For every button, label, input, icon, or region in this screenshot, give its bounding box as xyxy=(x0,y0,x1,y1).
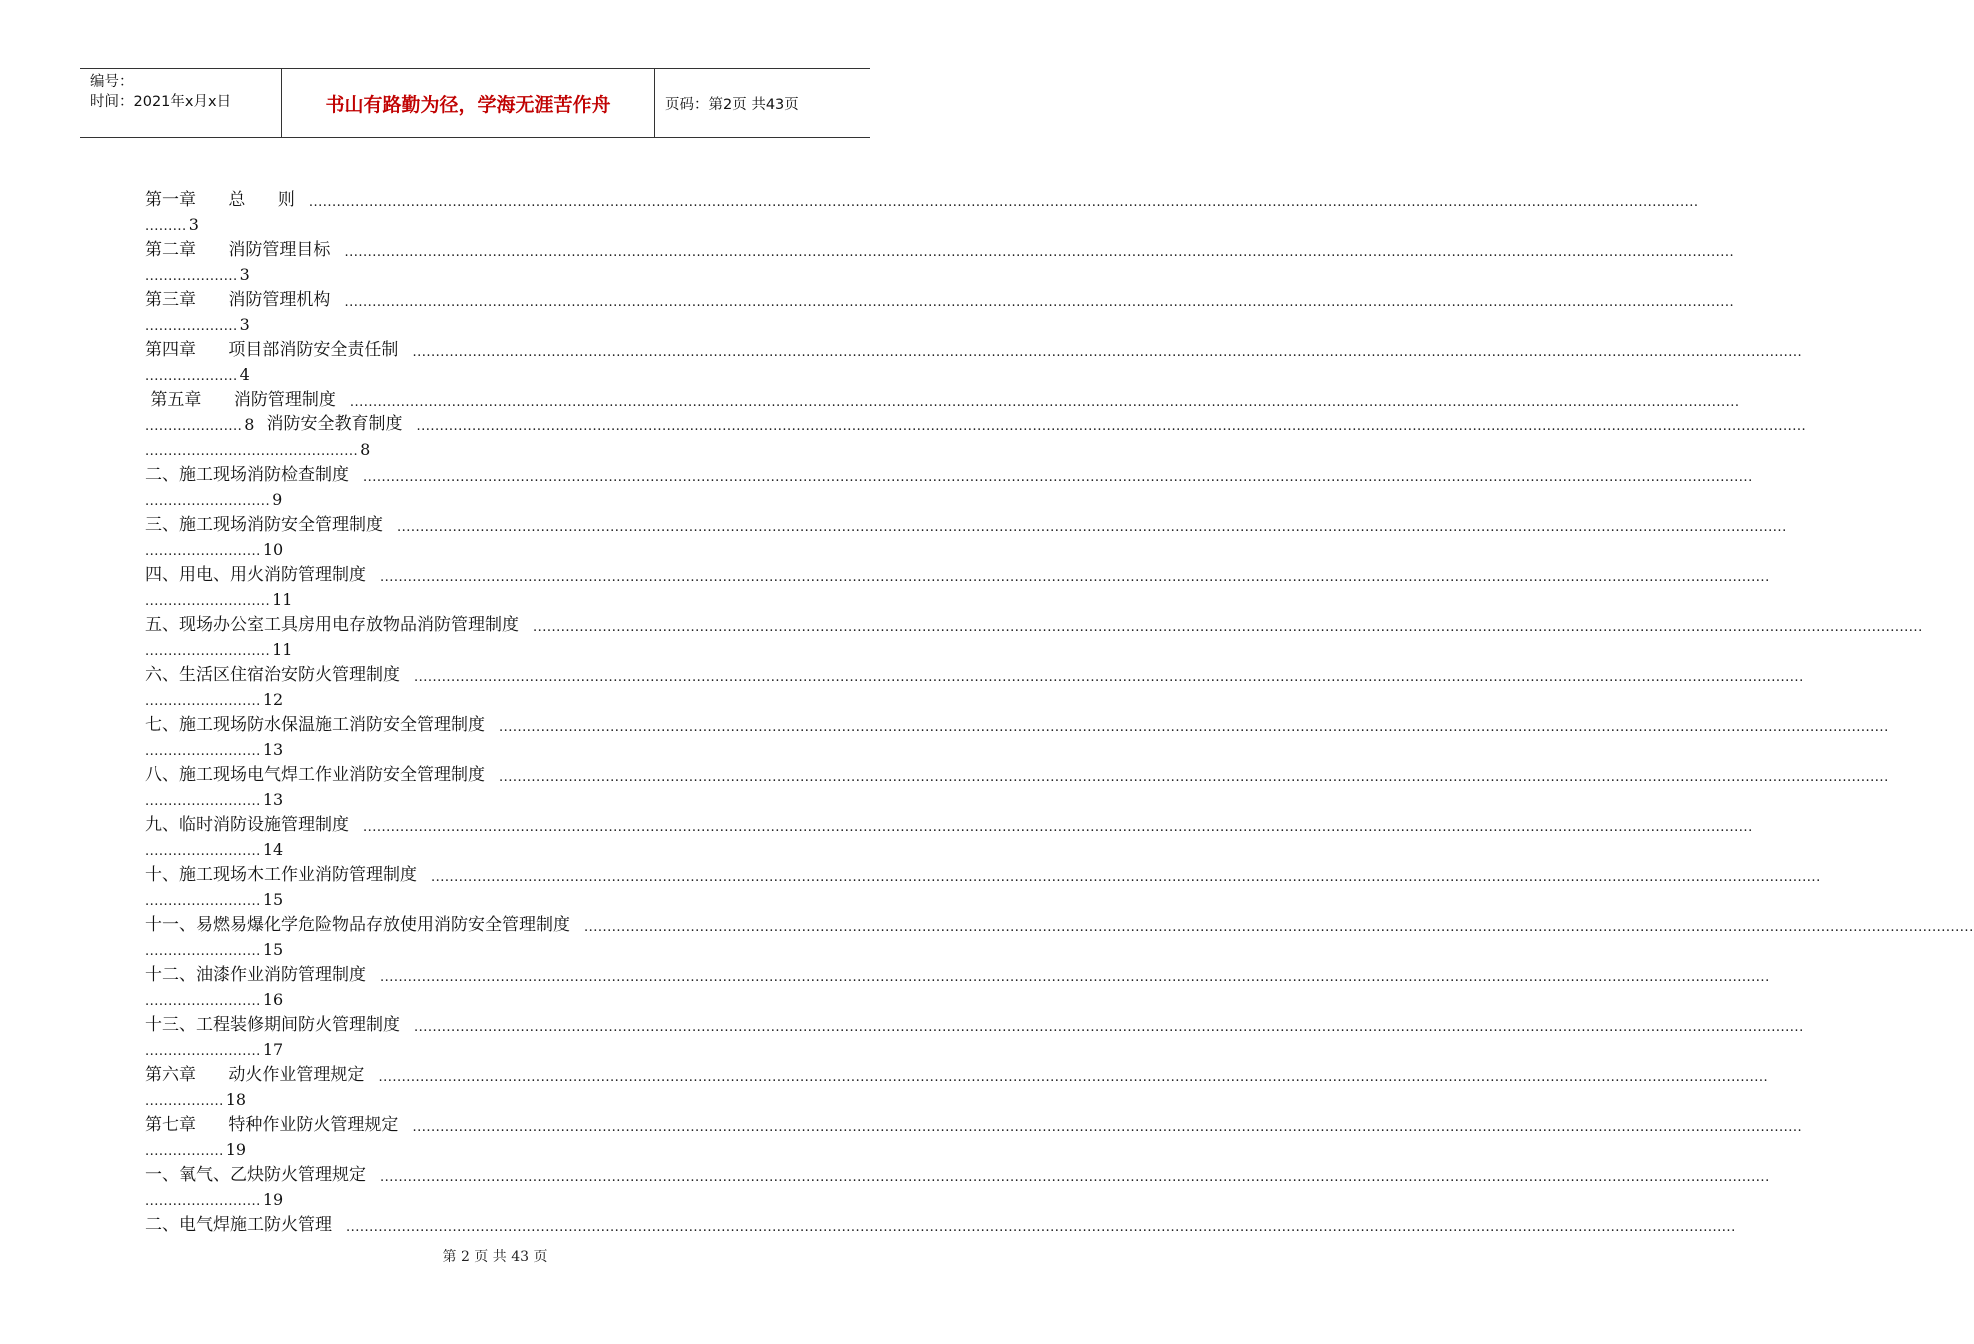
toc-leader-dots: ......................... xyxy=(145,694,261,709)
toc-leader-dots: ............................................................................................................................................................................................................................................................................................................ xyxy=(349,395,1740,410)
toc-entry-title: 第一章 总 则 xyxy=(145,190,295,210)
toc-page-number: 11 xyxy=(272,640,293,659)
toc-entry-title: 九、临时消防设施管理制度 xyxy=(145,815,349,835)
toc-page-number: 3 xyxy=(239,315,250,334)
toc-leader-dots: .................... xyxy=(145,369,238,384)
toc-leader-dots: ......................... xyxy=(145,744,261,759)
toc-leader-dots: .................... xyxy=(145,319,238,334)
toc-entry[interactable] xyxy=(145,334,1803,384)
toc-page-number: 13 xyxy=(262,740,284,759)
toc-page-number: 13 xyxy=(262,790,284,809)
toc-leader-dots: .................... xyxy=(145,269,238,284)
header-page-info: 页码：第2页 共43页 xyxy=(665,96,799,113)
toc-entry[interactable] xyxy=(145,809,1753,859)
toc-leader-dots: ........................... xyxy=(145,644,271,659)
toc-leader-dots: ............................................................................................................................................................................................................................................................................................................ xyxy=(346,1220,1736,1235)
toc-entry[interactable] xyxy=(145,1059,1769,1109)
toc-leader-dots: ............................................................................................................................................................................................................................................................................................................ xyxy=(412,1120,1803,1135)
toc-entry-title: 二、电气焊施工防火管理 xyxy=(145,1215,332,1235)
toc-entry-title: 三、施工现场消防安全管理制度 xyxy=(145,515,383,535)
toc-page-number: 11 xyxy=(272,590,293,609)
toc-page-number: 14 xyxy=(262,840,284,859)
toc-entry-title: 八、施工现场电气焊工作业消防安全管理制度 xyxy=(145,765,485,785)
toc-entry-title: 第四章 项目部消防安全责任制 xyxy=(145,340,399,360)
toc-page-number: 19 xyxy=(225,1140,247,1159)
toc-entry[interactable] xyxy=(145,759,1889,809)
toc-leader-dots: ............................................................................................................................................................................................................................................................................................................ xyxy=(380,970,1770,985)
toc-leader-dots: ............................................................................................................................................................................................................................................................................................................ xyxy=(308,195,1699,210)
toc-leader-dots: ........................... xyxy=(145,594,271,609)
toc-entry-title: 二、施工现场消防检查制度 xyxy=(145,465,349,485)
toc-leader-dots: .............................................. xyxy=(145,444,359,459)
toc-page-number: 19 xyxy=(262,1190,284,1209)
toc-entry-title: 一、氧气、乙炔防火管理规定 xyxy=(145,1165,366,1185)
toc-leader-dots: ............................................................................................................................................................................................................................................................................................................ xyxy=(378,1070,1769,1085)
toc-entry-title: 十三、工程装修期间防火管理制度 xyxy=(145,1015,400,1035)
toc-page-number: 15 xyxy=(262,890,284,909)
toc-entry-title: 六、生活区住宿治安防火管理制度 xyxy=(145,665,400,685)
page-footer: 第 2 页 共 43 页 xyxy=(442,1249,548,1265)
toc-leader-dots: ............................................................................................................................................................................................................................................................................................................ xyxy=(499,770,1889,785)
toc-leader-dots: ......................... xyxy=(145,1044,261,1059)
toc-leader-dots: ............................................................................................................................................................................................................................................................................................................ xyxy=(412,345,1803,360)
toc-page-number: 4 xyxy=(239,365,250,384)
toc-page-number: 10 xyxy=(262,540,284,559)
toc-page-number: 12 xyxy=(262,690,284,709)
toc-entry[interactable] xyxy=(145,459,1753,509)
toc-leader-dots: ............................................................................................................................................................................................................................................................................................................ xyxy=(414,670,1804,685)
toc-entry-title: 消防安全教育制度 xyxy=(266,414,403,434)
toc-entry-title: 五、现场办公室工具房用电存放物品消防管理制度 xyxy=(145,615,519,635)
toc-leader-dots: ......................... xyxy=(145,1194,261,1209)
toc-leader-dots: ............................................................................................................................................................................................................................................................................................................ xyxy=(380,570,1770,585)
toc-leader-dots: ............................................................................................................................................................................................................................................................................................................ xyxy=(584,920,1974,935)
toc-page-number: 3 xyxy=(239,265,250,284)
toc-leader-dots: ............................................................................................................................................................................................................................................................................................................ xyxy=(431,870,1821,885)
toc-leader-dots: ................. xyxy=(145,1094,224,1109)
toc-page-number: 8 xyxy=(244,415,255,434)
toc-entry[interactable] xyxy=(145,959,1770,1009)
toc-entry[interactable] xyxy=(145,1159,1770,1209)
toc-entry[interactable] xyxy=(145,409,805,459)
header-motto: 书山有路勤为径，学海无涯苦作舟 xyxy=(282,69,655,137)
toc-entry[interactable] xyxy=(145,1009,1804,1059)
page-header xyxy=(80,68,870,138)
toc-entry[interactable] xyxy=(145,184,1699,234)
toc-leader-dots: ................. xyxy=(145,1144,224,1159)
toc-page-number: 8 xyxy=(360,440,371,459)
toc-page-number: 16 xyxy=(262,990,284,1009)
toc-entry[interactable] xyxy=(145,509,1787,559)
toc-entry-title: 第七章 特种作业防火管理规定 xyxy=(145,1115,399,1135)
toc-page-number: 18 xyxy=(225,1090,247,1109)
toc-leader-dots: ......... xyxy=(145,219,187,234)
toc-entry[interactable] xyxy=(145,659,1804,709)
time-label: 时间：2021年x月x日 xyxy=(90,94,232,110)
toc-entry-title: 第五章 消防管理制度 xyxy=(145,390,336,410)
toc-entry[interactable] xyxy=(145,609,1923,659)
toc-leader-dots: ............................................................................................................................................................................................................................................................................................................ xyxy=(363,470,1753,485)
toc-entry-title: 十二、油漆作业消防管理制度 xyxy=(145,965,366,985)
toc-leader-dots: ........................... xyxy=(145,494,271,509)
serial-label: 编号： xyxy=(90,74,134,90)
toc-leader-dots: ............................................................................................................................................................................................................................................................................................................ xyxy=(533,620,1923,635)
toc-entry-title: 十、施工现场木工作业消防管理制度 xyxy=(145,865,417,885)
toc-entry[interactable] xyxy=(145,284,1735,334)
toc-leader-dots: ......................... xyxy=(145,944,261,959)
toc-entry[interactable] xyxy=(145,859,1821,909)
toc-leader-dots: ............................................................................................................................................................................................................................................................................................................ xyxy=(414,1020,1804,1035)
toc-page-number: 3 xyxy=(188,215,199,234)
toc-leader-dots: ......................... xyxy=(145,844,261,859)
toc-entry-title: 七、施工现场防水保温施工消防安全管理制度 xyxy=(145,715,485,735)
toc-leader-dots: ............................................................................................................................................................................................................................................................................................................ xyxy=(380,1170,1770,1185)
toc-leader-dots: ......................... xyxy=(145,994,261,1009)
toc-entry-title: 第二章 消防管理目标 xyxy=(145,240,331,260)
toc-entry[interactable] xyxy=(145,234,1735,284)
toc-leader-dots: ......................... xyxy=(145,794,261,809)
table-of-contents xyxy=(145,184,1974,1259)
toc-entry[interactable] xyxy=(145,559,1770,609)
toc-leader-dots: ............................................................................................................................................................................................................................................................................................................ xyxy=(363,820,1753,835)
toc-entry-title: 第三章 消防管理机构 xyxy=(145,290,331,310)
toc-leader-dots: ............................................................................................................................................................................................................................................................................................................ xyxy=(344,295,1735,310)
toc-entry-title: 第六章 动火作业管理规定 xyxy=(145,1065,365,1085)
header-meta xyxy=(80,69,282,137)
toc-entry-title: 十一、易燃易爆化学危险物品存放使用消防安全管理制度 xyxy=(145,915,570,935)
toc-entry-title: 四、用电、用火消防管理制度 xyxy=(145,565,366,585)
toc-entry[interactable] xyxy=(145,909,1974,959)
toc-entry[interactable] xyxy=(145,709,1889,759)
toc-leader-dots: ............................................................................................................................................................................................................................................................................................................ xyxy=(344,245,1735,260)
toc-page-number: 17 xyxy=(262,1040,284,1059)
toc-page-number: 9 xyxy=(272,490,283,509)
toc-leader-dots: ............................................................................................................................................................................................................................................................................................................ xyxy=(499,720,1889,735)
toc-entry[interactable] xyxy=(145,1109,1803,1159)
toc-leader-dots: ..................... xyxy=(145,419,243,434)
toc-leader-dots: ......................... xyxy=(145,894,261,909)
toc-leader-dots: ......................... xyxy=(145,544,261,559)
toc-leader-dots: ............................................................................................................................................................................................................................................................................................................ xyxy=(416,419,1807,434)
toc-leader-dots: ............................................................................................................................................................................................................................................................................................................ xyxy=(397,520,1787,535)
toc-page-number: 15 xyxy=(262,940,284,959)
